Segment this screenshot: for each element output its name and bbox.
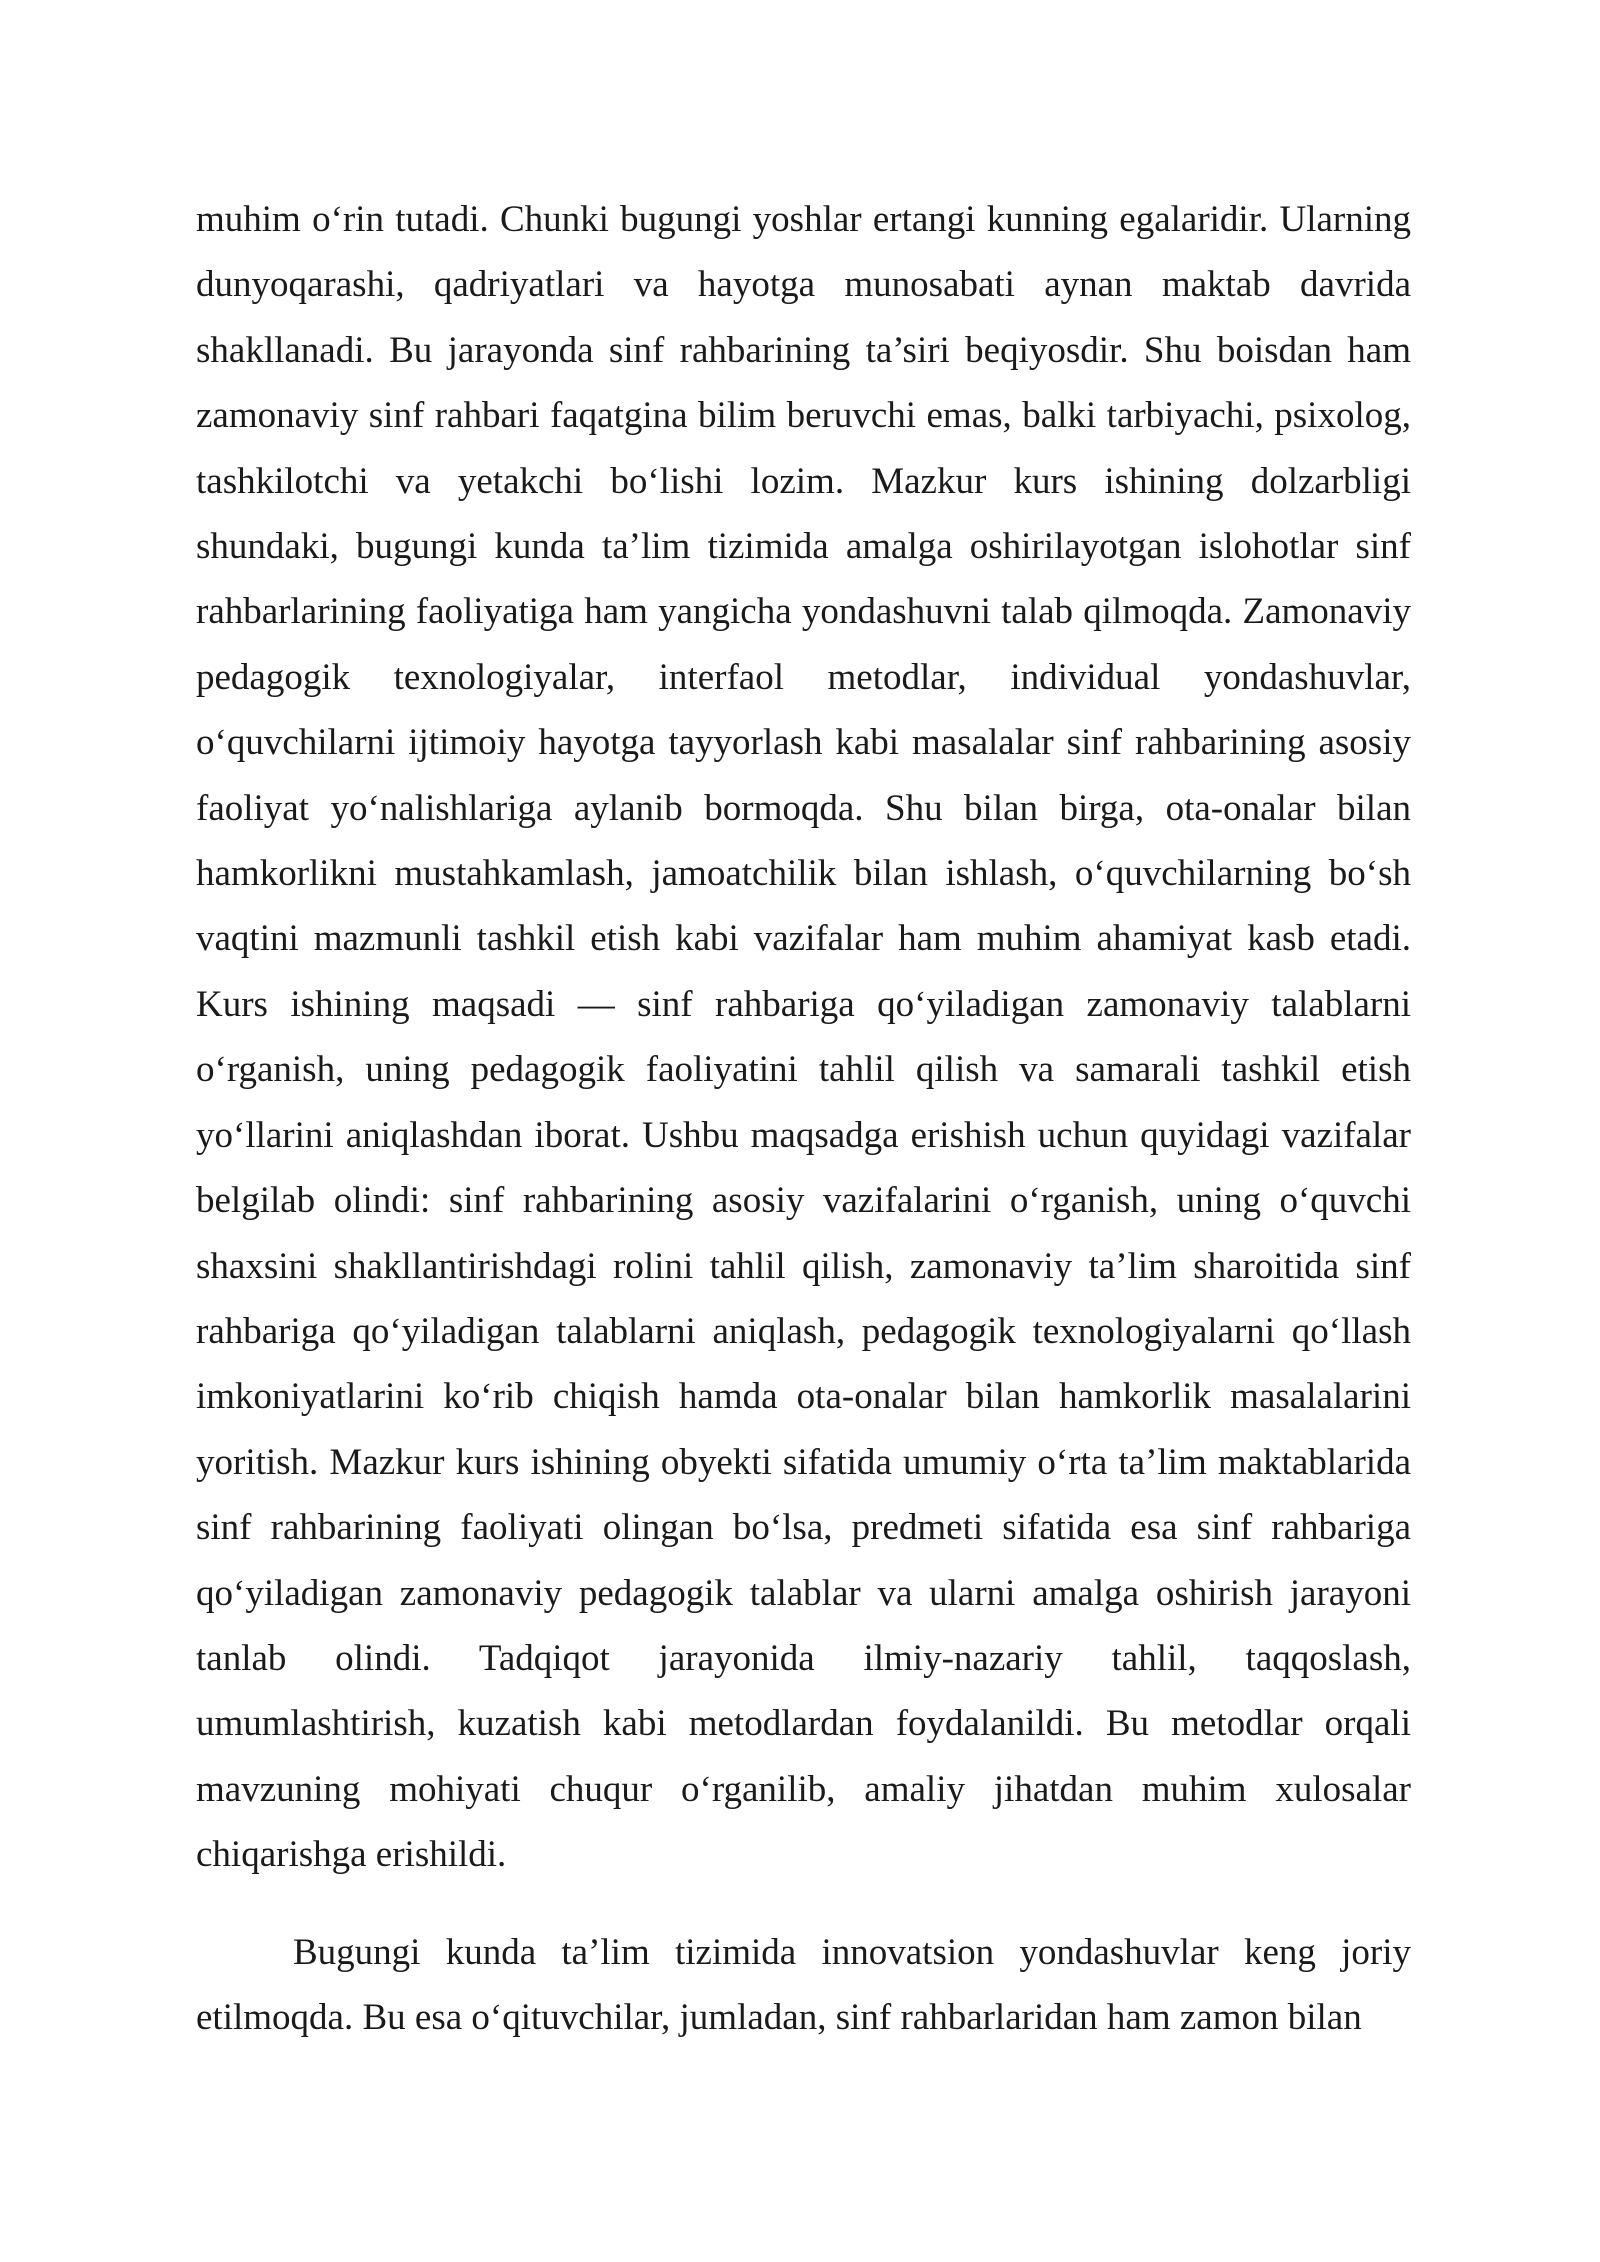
paragraph-1: muhim o‘rin tutadi. Chunki bugungi yoshlar ertangi kunning egalaridir. Ularning dunyoqarashi, qadriyatlari va hayotga munosabati aynan maktab davrida shakllanadi. Bu jarayonda sinf rahbarining ta’siri beqiyosdir. Shu boisdan ham zamonaviy sinf rahbari faqatgina bilim beruvchi emas, balki tarbiyachi, psixolog, tashkilotchi va yetakchi bo‘lishi lozim. Mazkur kurs ishining dolzarbligi shundaki, bugungi kunda ta’lim tizimida amalga oshirilayotgan islohotlar sinf rahbarlarining faoliyatiga ham yangicha yondashuvni talab qilmoqda. Zamonaviy pedagogik texnologiyalar, interfaol metodlar, individual yondashuvlar, o‘quvchilarni ijtimoiy hayotga tayyorlash kabi masalalar sinf rahbarining asosiy faoliyat yo‘nalishlariga aylanib bormoqda. Shu bilan birga, ota-onalar bilan hamkorlikni mustahkamlash, jamoatchilik bilan ishlash, o‘quvchilarning bo‘sh vaqtini mazmunli tashkil etish kabi vazifalar ham muhim ahamiyat kasb etadi. Kurs ishining maqsadi — sinf rahbariga qo‘yiladigan zamonaviy talablarni o‘rganish, uning pedagogik faoliyatini tahlil qilish va samarali tashkil etish yo‘llarini aniqlashdan iborat. Ushbu maqsadga erishish uchun quyidagi vazifalar belgilab olindi: sinf rahbarining asosiy vazifalarini o‘rganish, uning o‘quvchi shaxsini shakllantirishdagi rolini tahlil qilish, zamonaviy ta’lim sharoitida sinf rahbariga qo‘yiladigan talablarni aniqlash, pedagogik texnologiyalarni qo‘llash imkoniyatlarini ko‘rib chiqish hamda ota-onalar bilan hamkorlik masalalarini yoritish. Mazkur kurs ishining obyekti sifatida umumiy o‘rta ta’lim maktablarida sinf rahbarining faoliyati olingan bo‘lsa, predmeti sifatida esa sinf rahbariga qo‘yiladigan zamonaviy pedagogik talablar va ularni amalga oshirish jarayoni tanlab olindi. Tadqiqot jarayonida ilmiy-nazariy tahlil, taqqoslash, umumlashtirish, kuzatish kabi metodlardan foydalanildi. Bu metodlar orqali mavzuning mohiyati chuqur o‘rganilib, amaliy jihatdan muhim xulosalar chiqarishga erishildi. — [196, 199, 1411, 1876]
paragraph-2: Bugungi kunda ta’lim tizimida innovatsion yondashuvlar keng joriy etilmoqda. Bu esa o‘qituvchilar, jumladan, sinf rahbarlaridan ham zamon bilan — [196, 1931, 1411, 2038]
body-text — [196, 187, 1411, 2050]
